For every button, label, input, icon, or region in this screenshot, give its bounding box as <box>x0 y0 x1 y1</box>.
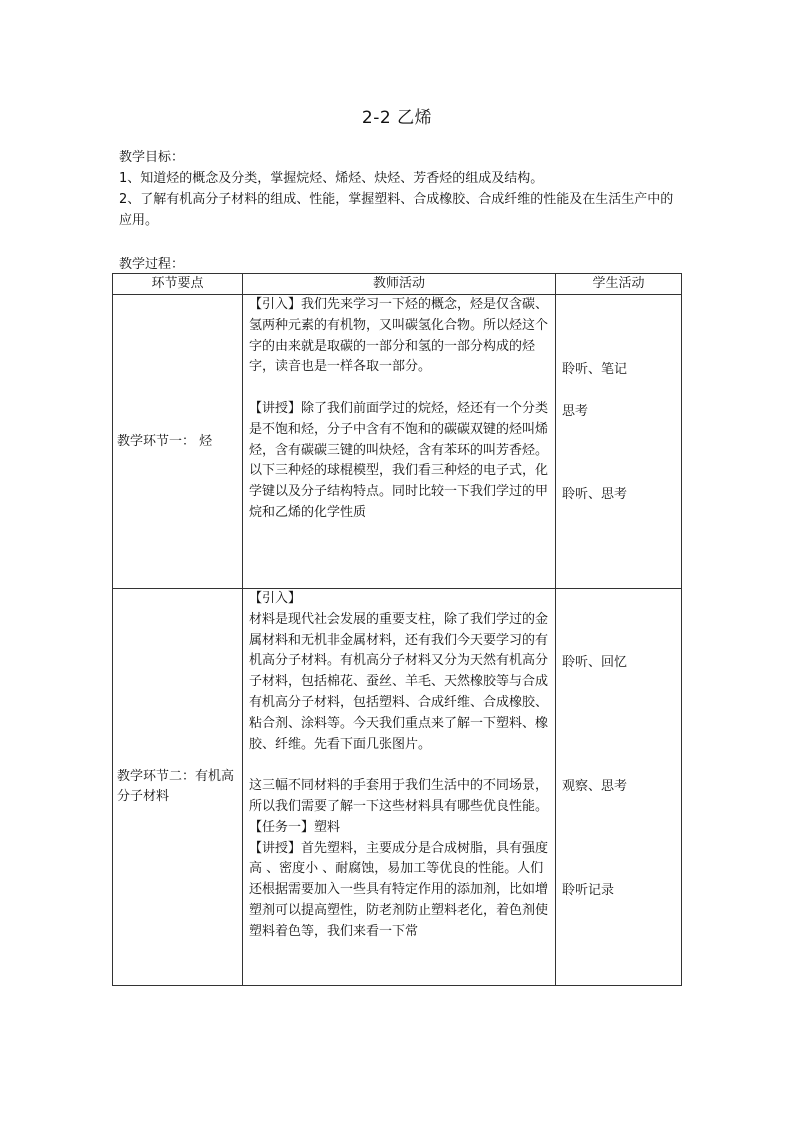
teacher-paragraph: 这三幅不同材料的手套用于我们生活中的不同场景，所以我们需要了解一下这些材料具有哪些优良性能。 <box>249 778 549 814</box>
section-label: 教学环节一： 烃 <box>117 433 213 449</box>
objective-item-1: 1、知道烃的概念及分类，掌握烷烃、烯烃、炔烃、芳香烃的组成及结构。 <box>119 171 544 186</box>
process-label: 教学过程： <box>119 257 185 272</box>
lesson-table <box>112 273 682 986</box>
table-row <box>113 295 682 589</box>
page-title: 2-2 乙烯 <box>361 108 433 128</box>
teacher-cell <box>243 295 556 589</box>
table-row <box>113 589 682 986</box>
teacher-paragraph: 材料是现代社会发展的重要支柱，除了我们学过的金属材料和无机非金属材料，还有我们今天要学习的有机高分子材料。有机高分子材料又分为天然有机高分子材料，包括棉花、蚕丝、羊毛、天然橡胶等与合成有机高分子材料，包括塑料、合成纤维、合成橡胶、粘合剂、涂料等。今天我们重点来了解一下塑料、橡胶、纤维。先看下面几张图片。 <box>249 611 549 752</box>
header-section: 环节要点 <box>113 274 243 295</box>
section-label: 教学环节二：有机高分子材料 <box>117 769 235 804</box>
student-activity: 聆听、思考 <box>562 487 628 502</box>
header-student: 学生活动 <box>556 274 682 295</box>
student-cell <box>556 295 682 589</box>
teacher-paragraph: 【讲授】首先塑料，主要成分是合成树脂，具有强度高 、密度小 、耐腐蚀，易加工等优良的性能。人们还根据需要加入一些具有特定作用的添加剂，比如增塑剂可以提高塑性，防老剂防止塑料老化，着色剂使塑料着色等，我们来看一下常 <box>249 840 549 939</box>
teacher-paragraph: 【引入】 <box>249 591 302 606</box>
objective-item-2: 2、了解有机高分子材料的组成、性能，掌握塑料、合成橡胶、合成纤维的性能及在生活生产中的应用。 <box>119 192 674 228</box>
table-header-row <box>113 274 682 295</box>
student-activity: 聆听、笔记 <box>562 362 628 377</box>
header-teacher: 教师活动 <box>243 274 556 295</box>
student-cell <box>556 589 682 986</box>
teacher-paragraph: 【引入】我们先来学习一下烃的概念，烃是仅含碳、氢两种元素的有机物，又叫碳氢化合物。所以烃这个字的由来就是取碳的一部分和氢的一部分构成的烃字，读音也是一样各取一部分。 <box>249 297 549 375</box>
section-cell <box>113 589 243 986</box>
teacher-paragraph: 【讲授】除了我们前面学过的烷烃，烃还有一个分类是不饱和烃，分子中含有不饱和的碳碳双键的烃叫烯烃，含有碳碳三键的叫炔烃，含有苯环的叫芳香烃。 <box>249 400 549 458</box>
teacher-cell <box>243 589 556 986</box>
teacher-paragraph: 以下三种烃的球棍模型，我们看三种烃的电子式，化学键以及分子结构特点。同时比较一下我们学过的甲烷和乙烯的化学性质 <box>249 463 549 520</box>
student-activity: 思考 <box>562 404 589 419</box>
teacher-paragraph: 【任务一】塑料 <box>249 819 341 835</box>
student-activity: 聆听、回忆 <box>562 655 628 670</box>
section-cell <box>113 295 243 589</box>
student-activity: 聆听记录 <box>562 883 615 898</box>
objectives-label: 教学目标： <box>119 150 185 165</box>
student-activity: 观察、思考 <box>562 779 628 794</box>
